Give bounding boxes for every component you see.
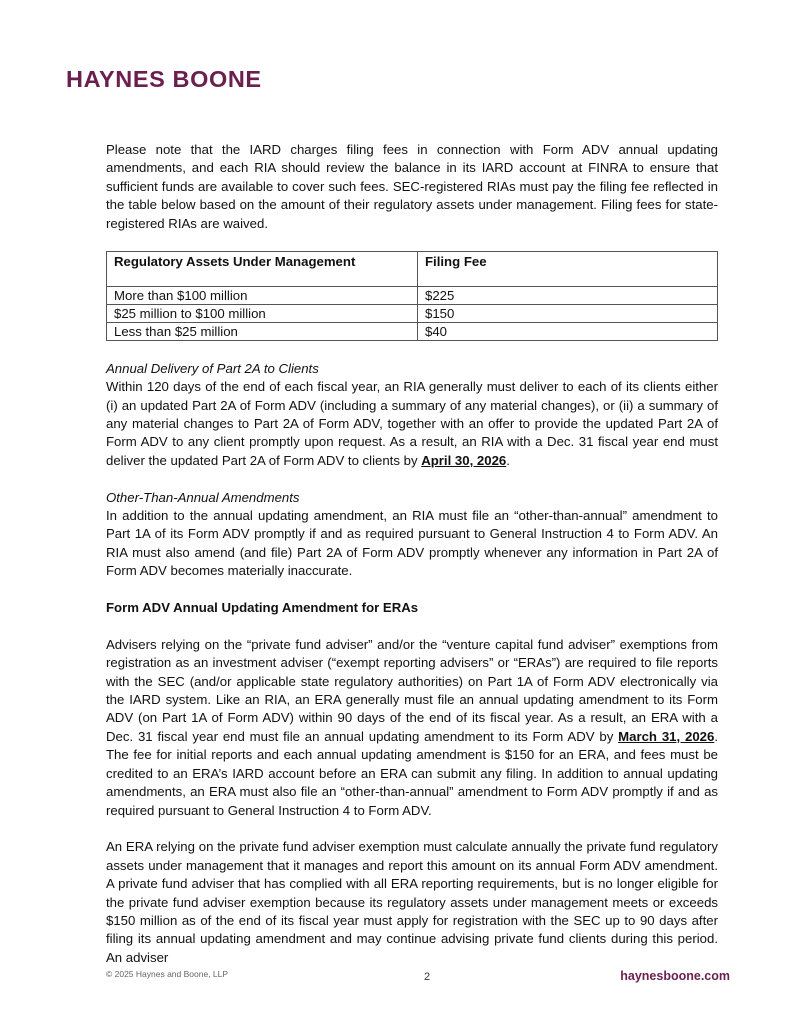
company-logo: HAYNES BOONE xyxy=(66,66,262,92)
annual-delivery-deadline: April 30, 2026 xyxy=(421,452,507,468)
table-row xyxy=(107,287,718,305)
document-body xyxy=(106,141,718,967)
era-paragraph-1-text: Advisers relying on the “private fund adviser” and/or the “venture capital fund adviser” exemptions from registration as an investment adviser (“exempt reporting advisers” or “ERAs”) are required to file reports with the SEC (and/or applicable state regulatory authorities) on Part 1A of Form ADV electronically via the IARD system. Like an RIA, an ERA generally must file an annual updating amendment to its Form ADV (on Part 1A of Form ADV) within 90 days of the end of its fiscal year. As a result, an ERA with a Dec. 31 fiscal year end must file an annual updating amendment to its Form ADV by xyxy=(106,636,718,744)
table-cell: $40 xyxy=(418,323,718,341)
table-header-cell: Regulatory Assets Under Management xyxy=(107,252,418,287)
table-cell: $150 xyxy=(418,305,718,323)
era-deadline: March 31, 2026 xyxy=(618,728,715,744)
table-row xyxy=(107,305,718,323)
intro-paragraph: Please note that the IARD charges filing fees in connection with Form ADV annual updating amendments, and each RIA should review the balance in its IARD account at FINRA to ensure that sufficient funds are available to cover such fees. SEC-registered RIAs must pay the filing fee reflected in the table below based on the amount of their regulatory assets under management. Filing fees for state-registered RIAs are waived. xyxy=(106,142,718,231)
table-cell: More than $100 million xyxy=(107,287,418,305)
table-header-row xyxy=(107,252,718,287)
era-paragraph-1-text-end: . The fee for initial reports and each annual updating amendment is $150 for an ERA, and fees must be credited to an ERA’s IARD account before an ERA can submit any filing. In addition to annual updating amendments, an ERA must also file an “other-than-annual” amendment to Form ADV promptly if and as required pursuant to General Instruction 4 to Form ADV. xyxy=(106,728,719,818)
annual-delivery-text-end: . xyxy=(506,452,510,468)
table-cell: Less than $25 million xyxy=(107,323,418,341)
annual-delivery-text: Within 120 days of the end of each fiscal year, an RIA generally must deliver to each of its clients either (i) an updated Part 2A of Form ADV (including a summary of any material changes), or (ii) a summary of any material changes to Part 2A of Form ADV, together with an offer to provide the updated Part 2A of Form ADV to any client promptly upon request. As a result, an RIA with a Dec. 31 fiscal year end must deliver the updated Part 2A of Form ADV to clients by xyxy=(106,379,718,468)
era-paragraph-2: An ERA relying on the private fund adviser exemption must calculate annually the private fund regulatory assets under management that it manages and report this amount on its annual Form ADV amendment. A private fund adviser that has complied with all ERA reporting requirements, but is no longer eligible for the private fund adviser exemption because its regulatory assets under management meets or exceeds $150 million as of the end of its fiscal year must apply for registration with the SEC up to 90 days after filing its annual updating amendment and may continue advising private fund clients during this period. An adviser xyxy=(106,839,718,965)
annual-delivery-heading: Annual Delivery of Part 2A to Clients xyxy=(106,360,319,376)
table-header-cell: Filing Fee xyxy=(418,252,718,287)
era-paragraph-1 xyxy=(106,636,718,820)
table-row xyxy=(107,323,718,341)
page-number: 2 xyxy=(424,971,431,983)
footer-copyright: © 2025 Haynes and Boone, LLP xyxy=(106,969,229,979)
other-than-annual-heading: Other-Than-Annual Amendments xyxy=(106,489,300,505)
table-cell: $25 million to $100 million xyxy=(107,305,418,323)
table-cell: $225 xyxy=(418,287,718,305)
annual-delivery-paragraph xyxy=(106,378,718,470)
footer-website: haynesboone.com xyxy=(620,969,730,983)
era-section-heading: Form ADV Annual Updating Amendment for ERAs xyxy=(106,600,419,616)
fee-table xyxy=(106,251,718,341)
other-than-annual-paragraph: In addition to the annual updating amendment, an RIA must file an “other-than-annual” amendment to Part 1A of its Form ADV promptly if and as required pursuant to General Instruction 4 to Form ADV. An RIA must also amend (and file) Part 2A of Form ADV promptly whenever any information in Part 2A of Form ADV becomes materially inaccurate. xyxy=(106,508,718,579)
